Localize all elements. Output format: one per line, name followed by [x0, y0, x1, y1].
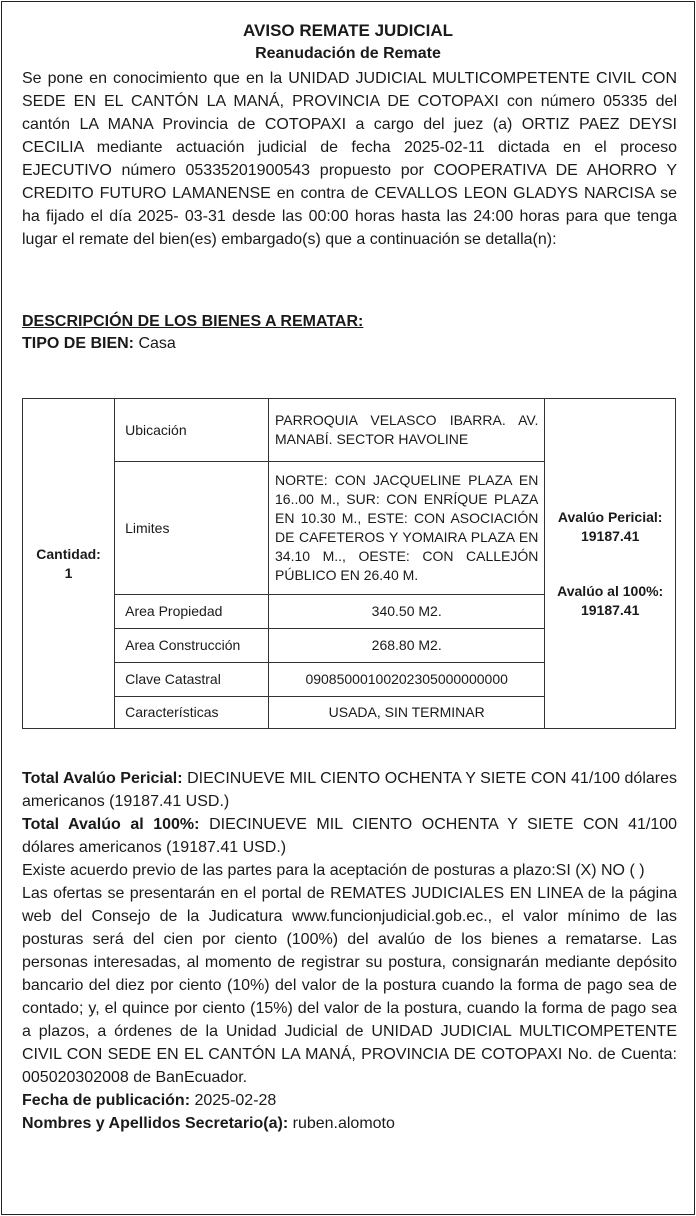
page-subtitle: Reanudación de Remate [255, 45, 441, 62]
row-label-caracteristicas: Características [115, 697, 269, 729]
appraisal-cell [545, 399, 676, 729]
row-value-ubicacion: PARROQUIA VELASCO IBARRA. AV. MANABÍ. SECTOR HAVOLINE [269, 399, 545, 462]
table-row [23, 399, 676, 462]
notice-page [1, 1, 695, 1215]
intro-paragraph: Se pone en conocimiento que en la UNIDAD JUDICIAL MULTICOMPETENTE CIVIL CON SEDE EN EL CANTÓN LA MANÁ, PROVINCIA DE COTOPAXI con número 05335 del cantón LA MANA Provincia de COTOPAXI a cargo del juez (a) ORTIZ PAEZ DEYSI CECILIA mediante actuación judicial de fecha 2025-02-11 dictada en el proceso EJECUTIVO número 05335201900543 propuesto por COOPERATIVA DE AHORRO Y CREDITO FUTURO LAMANENSE en contra de CEVALLOS LEON GLADYS NARCISA se ha fijado el día 2025- 03-31 desde las 00:00 horas hasta las 24:00 horas para que tenga lugar el remate del bien(es) embargado(s) que a continuación se detalla(n): [22, 70, 677, 248]
publication-date-value: 2025-02-28 [194, 1092, 277, 1109]
appraisal-pericial [546, 508, 674, 546]
section-title: DESCRIPCIÓN DE LOS BIENES A REMATAR: [22, 313, 364, 330]
total-100-text: DIECINUEVE MIL CIENTO OCHENTA Y SIETE CON 41/100 dólares americanos (19187.41 USD.) [22, 816, 678, 856]
property-type-label: TIPO DE BIEN: [22, 335, 135, 352]
offers-paragraph: Las ofertas se presentarán en el portal de REMATES JUDICIALES EN LINEA de la página web del Consejo de la Judicatura www.funcionjudicial.gob.ec., el valor mínimo de las posturas será del cien por ciento (100%) del avalúo de los bienes a rematarse. Las personas interesadas, al momento de registrar su postura, consignarán mediante depósito bancario del diez por ciento (10%) del valor de la postura cuando la forma de pago sea de contado; y, el quince por ciento (15%) del valor de la postura, cuando la forma de pago sea a plazos, a órdenes de la Unidad Judicial de UNIDAD JUDICIAL MULTICOMPETENTE CIVIL CON SEDE EN EL CANTÓN LA MANÁ, PROVINCIA DE COTOPAXI No. de Cuenta: 005020302008 de BanEcuador. [22, 885, 677, 1086]
row-label-ubicacion: Ubicación [115, 399, 269, 462]
secretary-label: Nombres y Apellidos Secretario(a): [22, 1115, 289, 1132]
total-100-label: Total Avalúo al 100%: [22, 816, 200, 833]
agreement-paragraph: Existe acuerdo previo de las partes para la aceptación de posturas a plazo:SI (X) NO ( ) [22, 862, 645, 879]
property-type [22, 333, 176, 355]
row-value-area-construccion: 268.80 M2. [269, 629, 545, 663]
total-pericial [22, 767, 677, 813]
row-label-area-construccion: Area Construcción [115, 629, 269, 663]
secretary [22, 1112, 677, 1135]
appraisal-pericial-label: Avalúo Pericial: [557, 508, 663, 525]
appraisal-pericial-value: 19187.41 [580, 527, 640, 544]
row-value-area-propiedad: 340.50 M2. [269, 595, 545, 629]
quantity-value: 1 [64, 564, 73, 581]
appraisal-100 [546, 582, 674, 620]
secretary-value: ruben.alomoto [292, 1115, 395, 1132]
row-value-clave-catastral: 09085000100202305000000000 [269, 663, 545, 697]
closing-section [22, 767, 677, 1135]
total-100 [22, 813, 677, 859]
total-pericial-label: Total Avalúo Pericial: [22, 770, 183, 787]
publication-date [22, 1089, 677, 1112]
property-type-value: Casa [138, 335, 176, 352]
row-label-limites: Limites [115, 462, 269, 595]
row-value-limites: NORTE: CON JACQUELINE PLAZA EN 16..00 M., SUR: CON ENRÍQUE PLAZA EN 10.30 M., ESTE: CON ASOCIACIÓN DE CAFETEROS Y YOMAIRA PLAZA EN 34.10 M.., OESTE: CON CALLEJÓN PÚBLICO EN 26.40 M. [269, 462, 545, 595]
page-title: AVISO REMATE JUDICIAL [243, 21, 453, 40]
appraisal-100-label: Avalúo al 100%: [557, 582, 664, 599]
publication-date-label: Fecha de publicación: [22, 1092, 191, 1109]
quantity-label: Cantidad: [36, 545, 101, 562]
property-table [22, 398, 676, 729]
total-pericial-text: DIECINUEVE MIL CIENTO OCHENTA Y SIETE CON 41/100 dólares americanos (19187.41 USD.) [22, 770, 677, 810]
row-label-area-propiedad: Area Propiedad [115, 595, 269, 629]
quantity-cell [23, 399, 115, 729]
row-label-clave-catastral: Clave Catastral [115, 663, 269, 697]
row-value-caracteristicas: USADA, SIN TERMINAR [269, 697, 545, 729]
appraisal-100-value: 19187.41 [580, 601, 640, 618]
